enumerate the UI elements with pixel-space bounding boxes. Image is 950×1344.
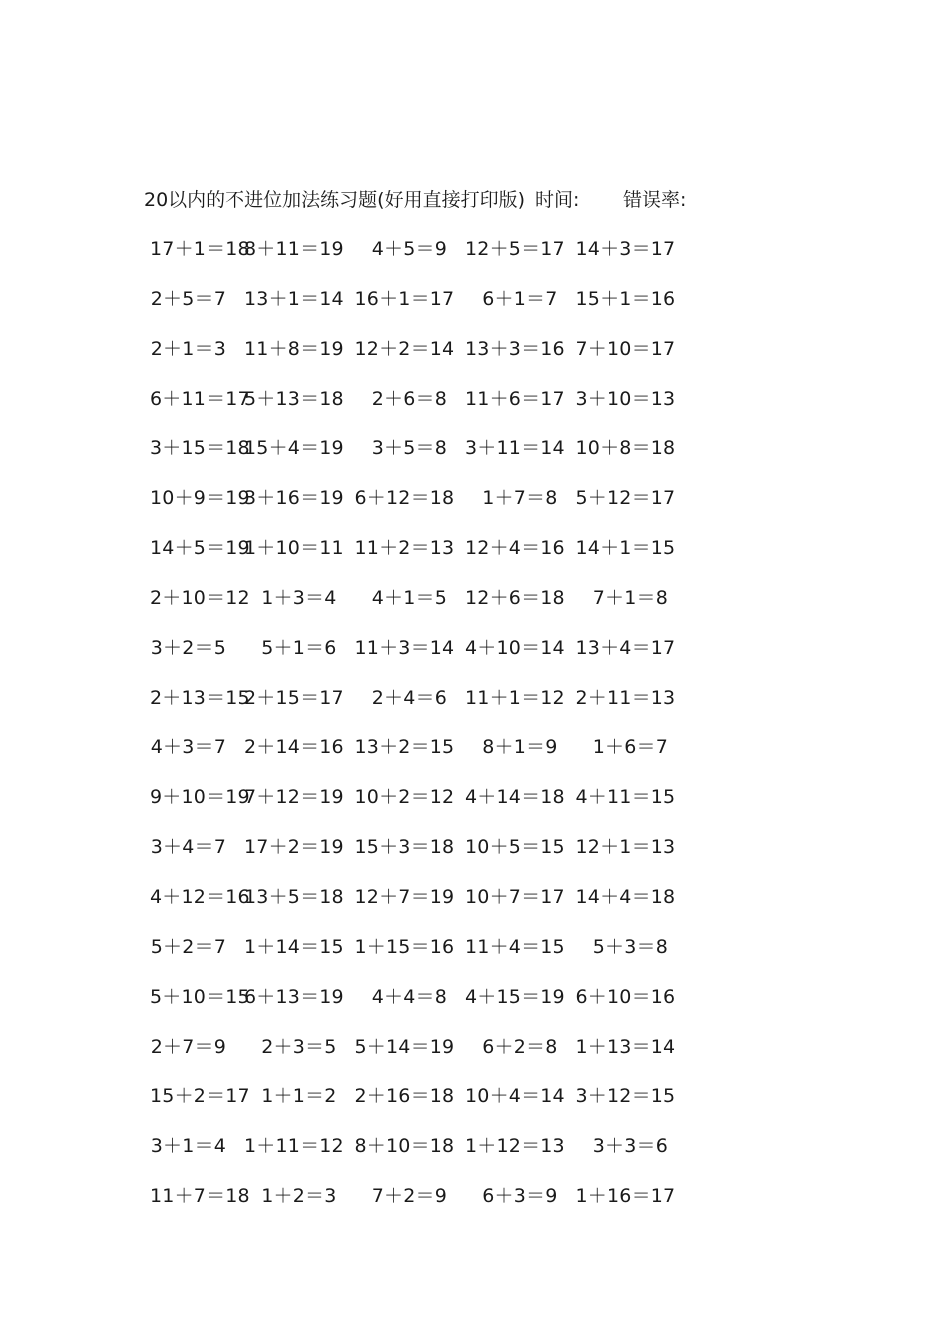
addition-problem: 8＋10＝18: [354, 1135, 455, 1158]
addition-problem: 3＋11＝14: [465, 437, 565, 460]
addition-problem: 15＋3＝18: [354, 836, 455, 859]
worksheet-header: [144, 186, 686, 214]
addition-problem: 11＋8＝19: [244, 337, 344, 360]
addition-problem: 4＋4＝8: [371, 985, 447, 1008]
addition-problem: 13＋4＝17: [575, 636, 676, 659]
addition-problem: 2＋14＝16: [244, 736, 344, 759]
problem-row: [150, 934, 686, 984]
addition-problem: 12＋6＝18: [465, 586, 565, 609]
problem-row: [150, 685, 686, 735]
addition-problem: 7＋10＝17: [575, 337, 676, 360]
addition-problem: 5＋12＝17: [575, 487, 676, 510]
addition-problem: 17＋2＝19: [244, 836, 344, 859]
addition-problem: 3＋10＝13: [575, 387, 676, 410]
addition-problem: 13＋1＝14: [244, 287, 344, 310]
problem-row: [150, 1183, 686, 1233]
worksheet-title: 20以内的不进位加法练习题(好用直接打印版): [144, 189, 526, 211]
addition-problem: 14＋3＝17: [575, 238, 676, 260]
addition-problem: 2＋15＝17: [244, 686, 344, 709]
addition-problem: 4＋14＝18: [465, 786, 565, 809]
problem-row: [150, 635, 686, 685]
addition-problem: 15＋2＝17: [150, 1085, 250, 1108]
addition-problem: 4＋15＝19: [465, 985, 565, 1008]
addition-problem: 2＋3＝5: [261, 1035, 337, 1058]
addition-problem: 1＋6＝7: [592, 736, 668, 759]
error-rate-label: 错误率:: [623, 189, 687, 211]
addition-problem: 11＋4＝15: [465, 935, 565, 958]
addition-problem: 8＋1＝9: [482, 736, 558, 759]
addition-problem: 3＋2＝5: [150, 636, 226, 659]
addition-problem: 10＋5＝15: [465, 836, 565, 859]
addition-problem: 2＋1＝3: [150, 337, 226, 360]
addition-problem: 1＋3＝4: [261, 586, 337, 609]
addition-problem: 4＋5＝9: [371, 238, 447, 260]
addition-problem: 5＋2＝7: [150, 935, 226, 958]
addition-problem: 13＋2＝15: [354, 736, 455, 759]
addition-problem: 2＋4＝6: [371, 686, 447, 709]
addition-problem: 1＋11＝12: [244, 1135, 344, 1158]
addition-problem: 7＋2＝9: [371, 1185, 447, 1208]
addition-problem: 15＋1＝16: [575, 287, 676, 310]
addition-problem: 2＋11＝13: [575, 686, 676, 709]
addition-problem: 6＋11＝17: [150, 387, 250, 410]
addition-problem: 1＋10＝11: [244, 537, 344, 560]
addition-problem: 3＋15＝18: [150, 437, 250, 460]
addition-problem: 15＋4＝19: [244, 437, 344, 460]
addition-problem: 10＋4＝14: [465, 1085, 565, 1108]
addition-problem: 10＋8＝18: [575, 437, 676, 460]
addition-problem: 11＋6＝17: [465, 387, 565, 410]
addition-problem: 10＋9＝19: [150, 487, 250, 510]
problem-row: [150, 585, 686, 635]
addition-problem: 12＋1＝13: [575, 836, 676, 859]
addition-problem: 13＋3＝16: [465, 337, 565, 360]
addition-problem: 16＋1＝17: [354, 287, 455, 310]
addition-problem: 6＋12＝18: [354, 487, 455, 510]
addition-problem: 12＋5＝17: [465, 238, 565, 260]
problem-row: [150, 784, 686, 834]
addition-problem: 5＋13＝18: [244, 387, 344, 410]
problem-row: [150, 286, 686, 336]
addition-problem: 9＋10＝19: [150, 786, 250, 809]
addition-problem: 1＋15＝16: [354, 935, 455, 958]
problem-row: [150, 1034, 686, 1084]
addition-problem: 13＋5＝18: [244, 885, 344, 908]
addition-problem: 2＋6＝8: [371, 387, 447, 410]
problem-row: [150, 884, 686, 934]
addition-problem: 11＋3＝14: [354, 636, 455, 659]
problem-row: [150, 1083, 686, 1133]
addition-problem: 8＋11＝19: [244, 238, 344, 260]
addition-problem: 6＋3＝9: [482, 1185, 558, 1208]
addition-problem: 3＋12＝15: [575, 1085, 676, 1108]
addition-problem: 5＋1＝6: [261, 636, 337, 659]
addition-problem: 3＋1＝4: [150, 1135, 226, 1158]
addition-problem: 7＋12＝19: [244, 786, 344, 809]
addition-problem: 4＋3＝7: [150, 736, 226, 759]
addition-problem: 3＋5＝8: [371, 437, 447, 460]
addition-problem: 14＋5＝19: [150, 537, 250, 560]
addition-problem: 1＋12＝13: [465, 1135, 565, 1158]
problem-row: [150, 485, 686, 535]
addition-problem: 1＋13＝14: [575, 1035, 676, 1058]
addition-problem: 2＋13＝15: [150, 686, 250, 709]
problem-row: [150, 834, 686, 884]
addition-problem: 1＋1＝2: [261, 1085, 337, 1108]
addition-problem: 4＋12＝16: [150, 885, 250, 908]
problem-row: [150, 386, 686, 436]
addition-problem: 10＋7＝17: [465, 885, 565, 908]
addition-problem: 12＋2＝14: [354, 337, 455, 360]
addition-problem: 12＋4＝16: [465, 537, 565, 560]
addition-problem: 11＋2＝13: [354, 537, 455, 560]
addition-problem: 1＋14＝15: [244, 935, 344, 958]
problem-grid: [150, 236, 686, 1233]
problem-row: [150, 734, 686, 784]
addition-problem: 1＋16＝17: [575, 1185, 676, 1208]
addition-problem: 14＋4＝18: [575, 885, 676, 908]
addition-problem: 1＋2＝3: [261, 1185, 337, 1208]
addition-problem: 5＋3＝8: [592, 935, 668, 958]
problem-row: [150, 1133, 686, 1183]
addition-problem: 3＋3＝6: [592, 1135, 668, 1158]
addition-problem: 2＋10＝12: [150, 586, 250, 609]
addition-problem: 5＋10＝15: [150, 985, 250, 1008]
addition-problem: 11＋1＝12: [465, 686, 565, 709]
addition-problem: 6＋13＝19: [244, 985, 344, 1008]
addition-problem: 5＋14＝19: [354, 1035, 455, 1058]
addition-problem: 7＋1＝8: [592, 586, 668, 609]
problem-row: [150, 435, 686, 485]
addition-problem: 2＋16＝18: [354, 1085, 455, 1108]
problem-row: [150, 236, 686, 286]
time-label: 时间:: [535, 189, 580, 211]
addition-problem: 6＋2＝8: [482, 1035, 558, 1058]
problem-row: [150, 535, 686, 585]
addition-problem: 12＋7＝19: [354, 885, 455, 908]
addition-problem: 2＋5＝7: [150, 287, 226, 310]
addition-problem: 4＋11＝15: [575, 786, 676, 809]
addition-problem: 3＋16＝19: [244, 487, 344, 510]
addition-problem: 6＋1＝7: [482, 287, 558, 310]
addition-problem: 11＋7＝18: [150, 1185, 250, 1208]
addition-problem: 10＋2＝12: [354, 786, 455, 809]
addition-problem: 3＋4＝7: [150, 836, 226, 859]
problem-row: [150, 336, 686, 386]
addition-problem: 14＋1＝15: [575, 537, 676, 560]
addition-problem: 2＋7＝9: [150, 1035, 226, 1058]
addition-problem: 4＋10＝14: [465, 636, 565, 659]
addition-problem: 17＋1＝18: [150, 238, 250, 260]
addition-problem: 4＋1＝5: [371, 586, 447, 609]
addition-problem: 6＋10＝16: [575, 985, 676, 1008]
addition-problem: 1＋7＝8: [482, 487, 558, 510]
problem-row: [150, 984, 686, 1034]
